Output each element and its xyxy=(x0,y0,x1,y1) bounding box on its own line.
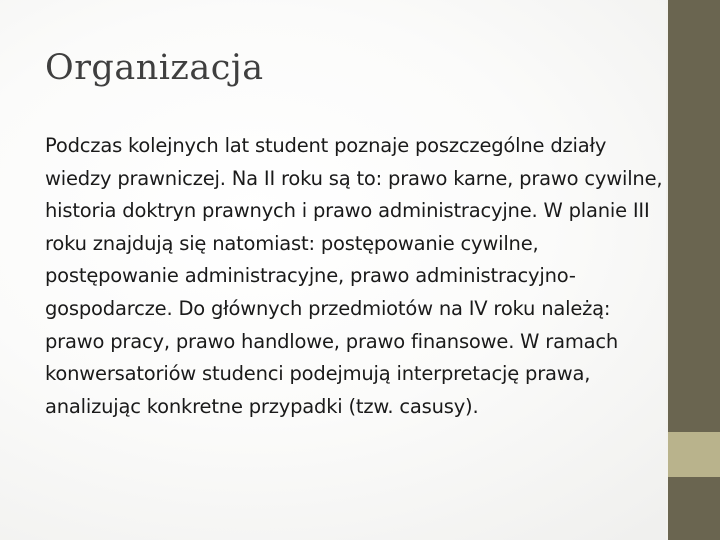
side-panel-lower-band xyxy=(668,477,720,540)
side-panel-upper-band xyxy=(668,0,720,432)
slide-body-text: Podczas kolejnych lat student poznaje poszczególne działy wiedzy prawniczej. Na II roku są to: prawo karne, prawo cywilne, historia doktryn prawnych i prawo administracyjne. W planie III roku znajdują się natomiast: postępowanie cywilne, postępowanie administracyjne, prawo administracyjno-gospodarcze. Do głównych przedmiotów na IV roku należą: prawo pracy, prawo handlowe, prawo finansowe. W ramach konwersatoriów studenci podejmują interpretację prawa, analizując konkretne przypadki (tzw. casusy). xyxy=(45,134,663,418)
decorative-side-panel xyxy=(666,0,720,540)
slide-title: Organizacja xyxy=(45,48,264,88)
side-panel-accent-band xyxy=(668,432,720,477)
